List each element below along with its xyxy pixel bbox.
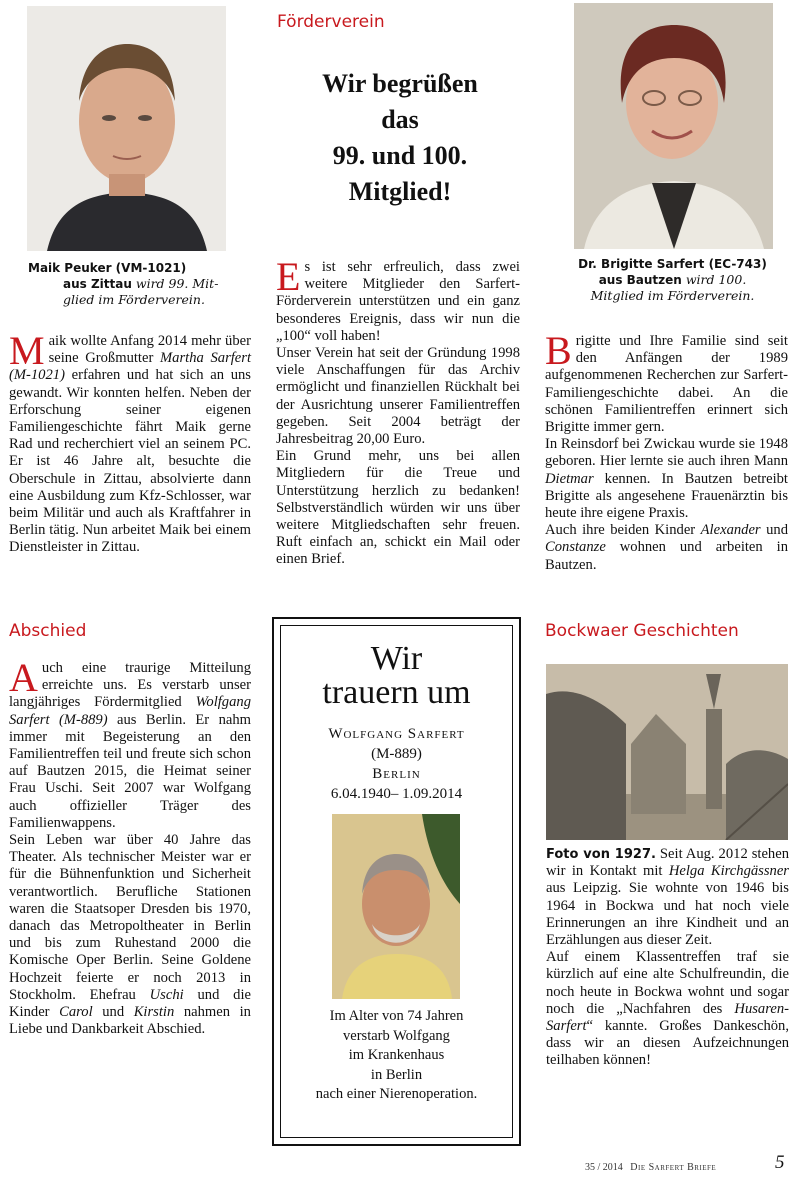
mourning-title: Wir (370, 640, 423, 677)
article-maik: Maik wollte Anfang 2014 mehr über seine Großmutter Martha Sarfert (M-1021) erfahren und hat sich an uns gewandt. Wir konnten helfen. Neben der Erforschung seiner eigenen Familiengeschichte fährt Maik gerne Rad und recherchiert viel an seinem PC. Er ist 46 Jahre alt, besuchte die Oberschule in Zittau, absolvierte dann eine Ausbildung zum Kfz-Schlosser, war beim Militär und auch als Kraftfahrer in Berlin tätig. Nun arbeitet Maik bei einem Dienstleister in Zittau. (9, 328, 252, 556)
footer-issue: 35 / 2014 Die Sarfert Briefe (585, 1162, 717, 1173)
photo-label: Foto von 1927. (546, 847, 656, 862)
mourning-notice: Wir trauern um Wolfgang Sarfert (M-889) Berlin 6.04.1940– 1.09.2014 Im Alter von 74 Jahren verstarb Wolfgang im Krankenhaus in Berlin nach einer Nierenoperation. (272, 617, 521, 1146)
portrait-photo-brigitte (574, 3, 773, 249)
dropcap: B (545, 328, 572, 373)
article-abschied: Auch eine traurige Mitteilung erreichte uns. Es verstarb unser langjähriges Fördermitglied Wolfgang Sarfert (M-889) aus Berlin. Er nahm immer mit Begeisterung an den Familientreffen teil und freute sich schon auf Bautzen 2015, die Heimat seiner Frau Uschi. Seit 2007 war Wolfgang auch offizieller Träger des Familienwappens. Sein Leben war über 40 Jahre das Theater. Als technischer Meister war er für die Bühnenfunktion und Sicherheit verantwortlich. Berufliche Stationen waren die Staatsoper Dresden bis 1970, danach das Metropoltheater in Berlin und bis zum Ruhestand 2000 die Komische Oper Berlin. Seine Goldene Hochzeit feierte er noch 2013 in Stockholm. Ehefrau Uschi und die Kinder Carol und Kirstin nahmen in Liebe und Dankbarkeit Abschied. (9, 655, 251, 1038)
page-number: 5 (775, 1152, 785, 1173)
dropcap: E (276, 254, 301, 299)
article-foerderverein: Es ist sehr erfreulich, dass zwei weitere Mitglieder den Sarfert-Förderverein unterstützen und ein ganz besonderes Ereignis, dass wir nun die „100“ voll haben! Unser Verein hat seit der Gründung 1998 viele Anschaffungen für das Archiv ermöglicht und finanziellen Rückhalt bei der Ausrichtung unserer Familientreffen gegeben. Seit 2004 beträgt der Jahresbeitrag 20,00 Euro. Ein Grund mehr, uns bei allen Mitgliedern für die Treue und Unterstützung herzlich zu bedanken! Selbstverständlich würden wir uns über weitere Mitgliedschaften sehr freuen. Ruft einfach an, schickt ein Mail oder einen Brief. (276, 254, 520, 568)
mourning-name: Wolfgang Sarfert (328, 726, 465, 742)
article-brigitte: Brigitte und Ihre Familie sind seit den Anfängen der 1989 aufgenommenen Recherchen zur Sarfert-Familiengeschichte dabei. An die schönen Familientreffen erinnert sich Brigitte immer gern. In Reinsdorf bei Zwickau wurde sie 1948 geboren. Hier lernte sie auch ihren Mann Dietmar kennen. In Bautzen betreibt Brigitte als angesehene Frauenärztin bis heute ihre eigene Praxis. Auch ihre beiden Kinder Alexander und Constanze wohnen und arbeiten in Bautzen. (545, 328, 788, 573)
section-heading-bockwa: Bockwaer Geschichten (545, 621, 739, 641)
section-heading-foerderverein: Förderverein (277, 12, 385, 32)
portrait-photo-wolfgang (332, 814, 460, 999)
caption-brigitte: Dr. Brigitte Sarfert (EC-743) aus Bautzen wird 100. Mitglied im Förderverein. (578, 257, 767, 303)
dropcap: A (9, 655, 38, 700)
headline: Wir begrüßen das 99. und 100. Mitglied! (322, 69, 478, 206)
mourning-dates: 6.04.1940– 1.09.2014 (330, 786, 463, 802)
caption-maik: Maik Peuker (VM-1021) aus Zittau wird 99. Mit- glied im Förderverein. (28, 261, 219, 307)
dropcap: M (9, 328, 45, 373)
footer-brand: Die Sarfert Briefe (630, 1162, 717, 1173)
section-heading-abschied: Abschied (9, 621, 87, 641)
article-bockwa: Foto von 1927. Seit Aug. 2012 stehen wir in Kontakt mit Helga Kirchgässner aus Leipzig. Sie wohnte von 1946 bis 1964 in Bockwa und hat noch viele Erinnerungen an ihre Kindheit und an Erzählungen aus dieser Zeit. Auf einem Klassentreffen traf sie kürzlich auf eine alte Schulfreundin, die noch heute in Bockwa wohnt und sogar noch die „Nachfahren des Husaren-Sarfert“ kannte. Großes Dankeschön, dass wir an diesen Aufzeichnungen teilhaben können! (546, 846, 790, 1069)
historic-photo-bockwa (546, 664, 788, 840)
portrait-photo-maik (27, 6, 226, 251)
